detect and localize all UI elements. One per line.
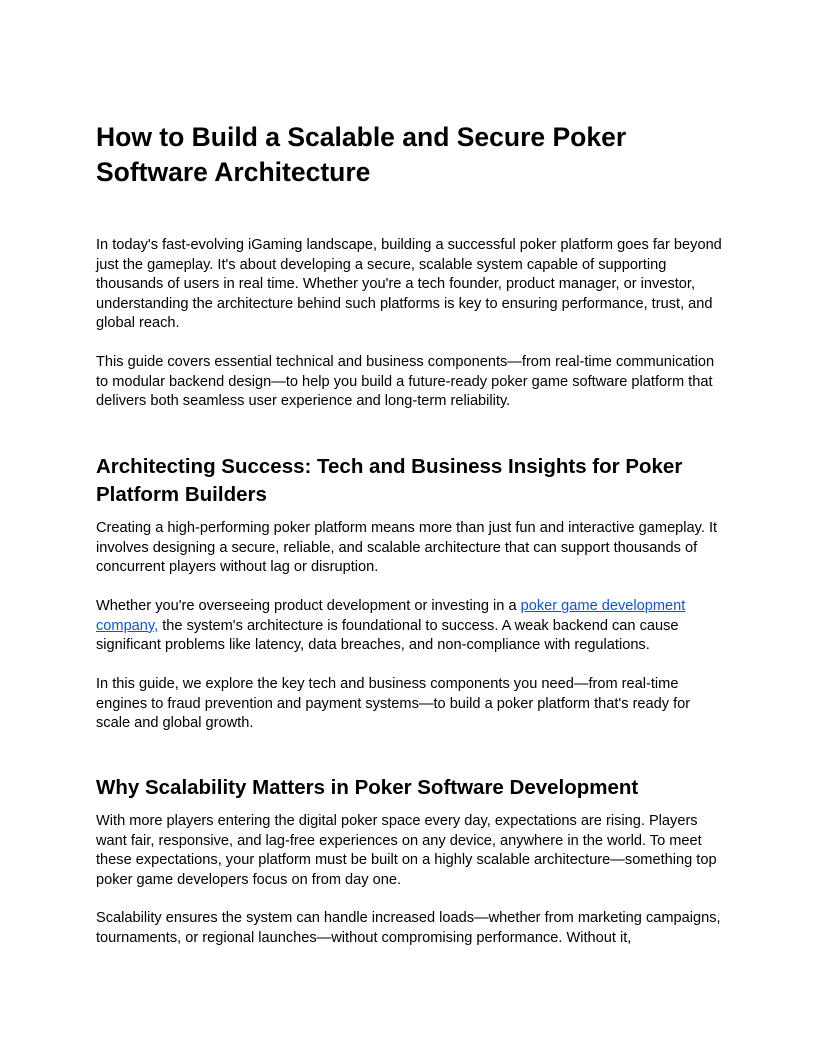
- intro-paragraph-2-block: [96, 353, 724, 412]
- section2-paragraph-2: Scalability ensures the system can handle increased loads—whether from marketing campaigns, tournaments, or regional launches—without compromising performance. Without it,: [96, 910, 721, 946]
- page-title: How to Build a Scalable and Secure Poker Software Architecture: [96, 122, 627, 187]
- section-heading-architecting: Architecting Success: Tech and Business Insights for Poker Platform Builders: [96, 455, 683, 506]
- section2-paragraph-1: With more players entering the digital poker space every day, expectations are rising. Players want fair, responsive, and lag-free experiences on any device, anywhere in the world. To meet these expectations, your platform must be built on a highly scalable architecture—something top poker game developers focus on from day one.: [96, 813, 717, 888]
- section-heading-scalability: Why Scalability Matters in Poker Software Development: [96, 776, 639, 799]
- section1-paragraph-1-block: [96, 519, 724, 578]
- section1-paragraph-2-block: [96, 597, 724, 656]
- section2-paragraph-2-block: [96, 909, 724, 948]
- intro-paragraph-1: In today's fast-evolving iGaming landscape, building a successful poker platform goes far beyond just the gameplay. It's about developing a secure, scalable system capable of supporting thousands of users in real time. Whether you're a tech founder, product manager, or investor, understanding the architecture behind such platforms is key to ensuring performance, trust, and global reach.: [96, 237, 722, 332]
- section1-paragraph-2-end: the system's architecture is foundational to success. A weak backend can cause significant problems like latency, data breaches, and non-compliance with regulations.: [96, 617, 679, 654]
- intro-paragraph-2: This guide covers essential technical and business components—from real-time communication to modular backend design—to help you build a future-ready poker game software platform that delivers both seamless user experience and long-term reliability.: [96, 354, 715, 410]
- section2-paragraph-1-block: [96, 812, 724, 890]
- section1-paragraph-3: In this guide, we explore the key tech and business components you need—from real-time engines to fraud prevention and payment systems—to build a poker platform that's ready for scale and global growth.: [96, 676, 691, 732]
- section1-paragraph-2-start: Whether you're overseeing product development or investing in a: [96, 598, 521, 614]
- section-why-scalability: [96, 774, 724, 802]
- section-architecting-success: [96, 453, 724, 509]
- section1-paragraph-2: [96, 597, 724, 656]
- section1-paragraph-3-block: [96, 675, 724, 734]
- poker-game-development-company-link[interactable]: poker game development company,: [96, 598, 686, 634]
- intro-paragraph-1-block: [96, 236, 724, 334]
- section1-paragraph-1: Creating a high-performing poker platform means more than just fun and interactive gameplay. It involves designing a secure, reliable, and scalable architecture that can support thousands of concurrent players without lag or disruption.: [96, 520, 718, 576]
